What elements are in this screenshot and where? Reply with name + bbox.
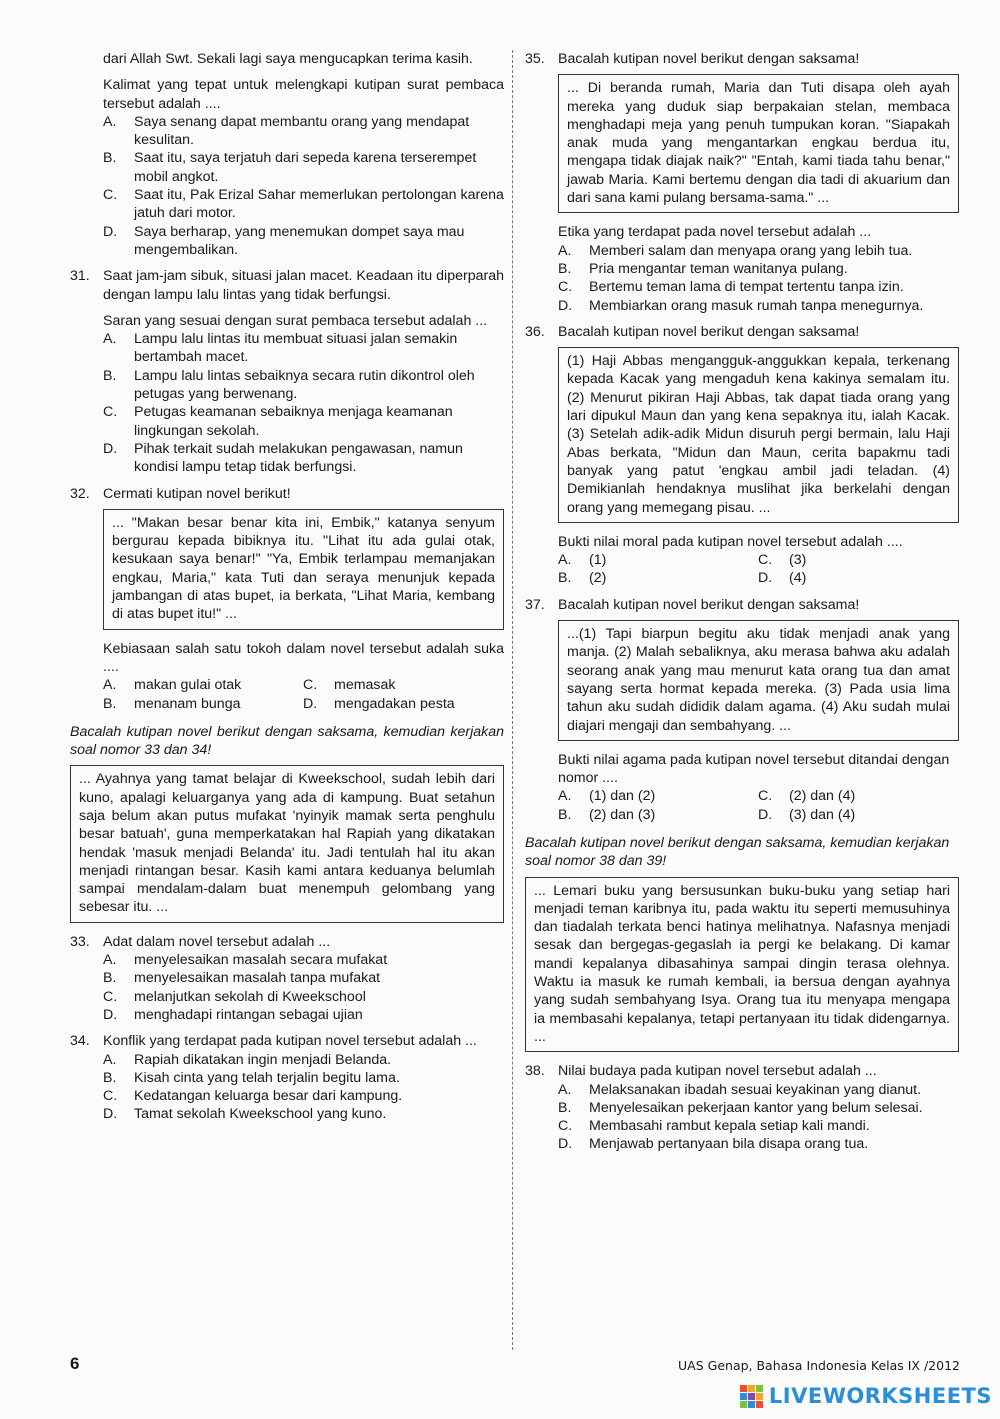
question-30-continued [70, 50, 504, 259]
logo-square [756, 1393, 763, 1400]
q34-option-a[interactable]: A. Rapiah dikatakan ingin menjadi Belanda. [103, 1051, 392, 1068]
q34-option-c[interactable]: C. Kedatangan keluarga besar dari kampung. [103, 1088, 403, 1105]
q32-option-a[interactable]: A. makan gulai otak [103, 677, 242, 694]
q31-option-a[interactable]: A. Lampu lalu lintas itu membuat situasi jalan semakin bertambah macet. [103, 331, 458, 366]
q36-number: 36. [525, 323, 545, 340]
q36-excerpt-box: (1) Haji Abbas mengangguk-anggukkan kepala, terkenang kepada Kacak yang mengaduh kena kakinya semalam itu. (2) Menurut pikiran Haji Abbas, tak dapat tiada orang yang lari dipukul Maun dan yang kena sepaknya itu, ialah Kacak. (3) Setelah adik-adik Midun disuruh pergi bermain, lalu Haji Abas berkata, "Midun dan Maun, cerita bapakmu tadi banyak yang patut 'engkau ambil jadi teladan. (4) Demikianlah hendaknya muslihat jika berkelahi dengan orang yang memegang pisau. ... [558, 347, 959, 523]
q37-number: 37. [525, 596, 545, 613]
q30-text-end: dari Allah Swt. Sekali lagi saya mengucapkan terima kasih. [103, 51, 473, 67]
q32-number: 32. [70, 485, 90, 502]
liveworksheets-brand[interactable] [740, 1385, 992, 1408]
q30-option-a[interactable]: A. Saya senang dapat membantu orang yang mendapat kesulitan. [103, 113, 470, 149]
q35-option-b[interactable]: B. Pria mengantar teman wanitanya pulang. [558, 260, 848, 277]
q33-option-b[interactable]: B. menyelesaikan masalah tanpa mufakat [103, 970, 381, 987]
q34-option-d[interactable]: D. Tamat sekolah Kweekschool yang kuno. [103, 1106, 387, 1123]
q31-stem: Saran yang sesuai dengan surat pembaca tersebut adalah ... [103, 312, 488, 329]
q32-options [103, 676, 504, 713]
q34-option-b[interactable]: B. Kisah cinta yang telah terjalin begitu lama. [103, 1069, 400, 1086]
q33-options [103, 951, 504, 1024]
right-column [525, 50, 959, 1154]
page-number: 6 [70, 1354, 80, 1373]
q37-option-c[interactable]: C. (2) dan (4) [758, 788, 856, 805]
q35-text: Bacalah kutipan novel berikut dengan saksama! [558, 51, 860, 67]
q32-option-c[interactable]: C. memasak [303, 677, 396, 694]
q36-option-a[interactable]: A. (1) [558, 552, 607, 569]
q31-number: 31. [70, 268, 90, 285]
q36-option-b[interactable]: B. (2) [558, 570, 607, 587]
q36-option-d[interactable]: D. (4) [758, 570, 807, 587]
q31-option-c[interactable]: C. Petugas keamanan sebaiknya menjaga keamanan lingkungan sekolah. [103, 404, 453, 439]
q32-option-d[interactable]: D. mengadakan pesta [303, 695, 455, 712]
q30-option-c[interactable]: C. Saat itu, Pak Erizal Sahar memerlukan pertolongan karena jatuh dari motor. [103, 187, 504, 222]
q33-option-d[interactable]: D. menghadapi rintangan sebagai ujian [103, 1006, 363, 1023]
logo-square [740, 1393, 747, 1400]
q37-option-d[interactable]: D. (3) dan (4) [758, 806, 856, 823]
logo-square [740, 1401, 747, 1408]
instruction-38-39: Bacalah kutipan novel berikut dengan saksama, kemudian kerjakan soal nomor 38 dan 39! [525, 834, 950, 870]
q35-option-d[interactable]: D. Membiarkan orang masuk rumah tanpa menegurnya. [558, 297, 924, 314]
q33-option-c[interactable]: C. melanjutkan sekolah di Kweekschool [103, 988, 366, 1005]
left-column [70, 50, 504, 1124]
q32-excerpt-box: ... "Makan besar benar kita ini, Embik," katanya senyum bergurau kepada bibiknya itu. "Lihat itu ada gulai otak, kesukaan saya benar!" "Ya, Embik terlampau memanjakan engkau, Maria," kata Tuti dan seraya menunjuk kepada jambangan di atas bupet, ia berkata, "Lihat Maria, kembang di atas bupet itu!" ... [103, 509, 504, 630]
logo-square [756, 1385, 763, 1392]
column-divider [512, 50, 513, 1350]
q36-options [558, 551, 959, 588]
question-36 [525, 323, 959, 588]
q35-number: 35. [525, 51, 545, 67]
q31-text: Saat jam-jam sibuk, situasi jalan macet. Keadaan itu diperparah dengan lampu lalu lintas yang tidak berfungsi. [103, 268, 504, 303]
question-32 [70, 485, 504, 713]
q34-number: 34. [70, 1033, 90, 1050]
brand-name: LIVEWORKSHEETS [768, 1384, 992, 1409]
q30-option-d[interactable]: D. Saya berharap, yang menemukan dompet saya mau mengembalikan. [103, 223, 465, 258]
logo-square [748, 1401, 755, 1408]
question-37 [525, 596, 959, 824]
q35-options [558, 242, 959, 315]
q35-excerpt-box: ... Di beranda rumah, Maria dan Tuti disapa oleh ayah mereka yang duduk siap berpakaian stelan, membaca menghadapi meja yang penuh tumpukan koran. "Siapakah anak muda yang mengantarkan engkau berdua itu, mengapa tidak diajak naik?" "Entah, kami tiada tahu benar," jawab Maria. Kami bertemu dengan dia tadi di akuarium dan dari sana kami pulang bersama-sama." ... [558, 74, 959, 213]
q35-option-a[interactable]: A. Memberi salam dan menyapa orang yang lebih tua. [558, 242, 913, 259]
q36-option-c[interactable]: C. (3) [758, 552, 807, 569]
q30-options [103, 113, 504, 259]
q32-text: Cermati kutipan novel berikut! [103, 485, 291, 502]
q31-option-d[interactable]: D. Pihak terkait sudah melakukan pengawasan, namun kondisi lampu tetap tidak berfungsi. [103, 440, 463, 476]
logo-square [748, 1393, 755, 1400]
q38-option-d[interactable]: D. Menjawab pertanyaan bila disapa orang tua. [558, 1136, 869, 1153]
q38-option-a[interactable]: A. Melaksanakan ibadah sesuai keyakinan yang dianut. [558, 1081, 922, 1098]
q36-text: Bacalah kutipan novel berikut dengan saksama! [558, 323, 860, 340]
excerpt-box-38-39: ... Lemari buku yang bersusunkan buku-buku yang setiap hari menjadi teman karibnya itu, pada waktu itu seperti memusuhinya dan tiadalah terkata benci hatinya melihatnya. Nafasnya menjadi sesak dan bergegas-gegaslah ia pergi ke belakang. Di kamar mandi kepalanya dibasahinya sampai dingin terasa olehnya. Waktu ia masuk ke rumah kembali, ia bersua dengan ayahnya yang sudah sembahyang Isya. Orang tua itu menyapa mengapa ia membasahi kepalanya, tetapi pertanyaan itu tidak didengarnya. ... [525, 877, 959, 1053]
question-35 [525, 50, 959, 315]
q35-stem: Etika yang terdapat pada novel tersebut adalah ... [558, 224, 872, 241]
q37-stem: Bukti nilai agama pada kutipan novel tersebut ditandai dengan nomor .... [558, 751, 950, 787]
q33-text: Adat dalam novel tersebut adalah ... [103, 933, 331, 950]
question-34 [70, 1032, 504, 1123]
liveworksheets-logo-icon [740, 1385, 763, 1408]
q33-option-a[interactable]: A. menyelesaikan masalah secara mufakat [103, 952, 388, 969]
q37-option-a[interactable]: A. (1) dan (2) [558, 788, 656, 805]
q34-options [103, 1051, 504, 1124]
q35-option-c[interactable]: C. Bertemu teman lama di tempat tertentu tanpa izin. [558, 279, 904, 296]
logo-square [740, 1385, 747, 1392]
exam-title: UAS Genap, Bahasa Indonesia Kelas IX /2012 [678, 1358, 960, 1373]
q37-excerpt-box: ...(1) Tapi biarpun begitu aku tidak menjadi anak yang manja. (2) Malah sebaliknya, aku merasa bahwa aku adalah seorang anak yang mau menurut kata orang tua dan amat sayang serta hormat kepada mereka. (3) Pada usia lima tahun aku sudah dididik dalam agama. (4) Aku sudah mulai diajari mengaji dan sembahyang. ... [558, 620, 959, 741]
q36-stem: Bukti nilai moral pada kutipan novel tersebut adalah .... [558, 533, 903, 550]
excerpt-box-33-34: ... Ayahnya yang tamat belajar di Kweekschool, sudah lebih dari kuno, apalagi keluarganya yang ada di kampung. Buat setahun saja belum akan putus mufakat 'nyinyik mamak serta penghulu besar batuah', guna memperkatakan hal Rapiah yang dikatakan hendak 'masuk menjadi Belanda' itu. Jadi tentulah hal itu akan menjadi rintangan besar. Kasih kami antara keduanya belumlah sampai mendalam-dalam buat menempuh gelombang yang sebesar itu. ... [70, 765, 504, 922]
q38-text: Nilai budaya pada kutipan novel tersebut adalah ... [558, 1063, 877, 1080]
logo-square [756, 1401, 763, 1408]
question-31 [70, 267, 504, 476]
q38-options [558, 1081, 959, 1154]
q30-option-b[interactable]: B. Saat itu, saya terjatuh dari sepeda karena terserempet mobil angkot. [103, 150, 477, 185]
question-33 [70, 933, 504, 1024]
q38-option-c[interactable]: C. Membasahi rambut kepala setiap kali mandi. [558, 1118, 870, 1135]
q37-text: Bacalah kutipan novel berikut dengan saksama! [558, 596, 860, 613]
q38-option-b[interactable]: B. Menyelesaikan pekerjaan kantor yang belum selesai. [558, 1099, 923, 1116]
q32-option-b[interactable]: B. menanam bunga [103, 695, 241, 712]
q31-options [103, 330, 504, 476]
q37-option-b[interactable]: B. (2) dan (3) [558, 806, 656, 823]
q38-number: 38. [525, 1063, 545, 1080]
q37-options [558, 787, 959, 824]
q33-number: 33. [70, 933, 90, 950]
q31-option-b[interactable]: B. Lampu lalu lintas sebaiknya secara rutin dikontrol oleh petugas yang berwenang. [103, 367, 475, 403]
question-38 [525, 1062, 959, 1153]
logo-square [748, 1385, 755, 1392]
q34-text: Konflik yang terdapat pada kutipan novel tersebut adalah ... [103, 1033, 477, 1050]
q30-stem: Kalimat yang tepat untuk melengkapi kutipan surat pembaca tersebut adalah .... [103, 77, 504, 112]
instruction-33-34: Bacalah kutipan novel berikut dengan saksama, kemudian kerjakan soal nomor 33 dan 34! [70, 723, 504, 759]
q32-stem: Kebiasaan salah satu tokoh dalam novel tersebut adalah suka .... [103, 640, 504, 675]
